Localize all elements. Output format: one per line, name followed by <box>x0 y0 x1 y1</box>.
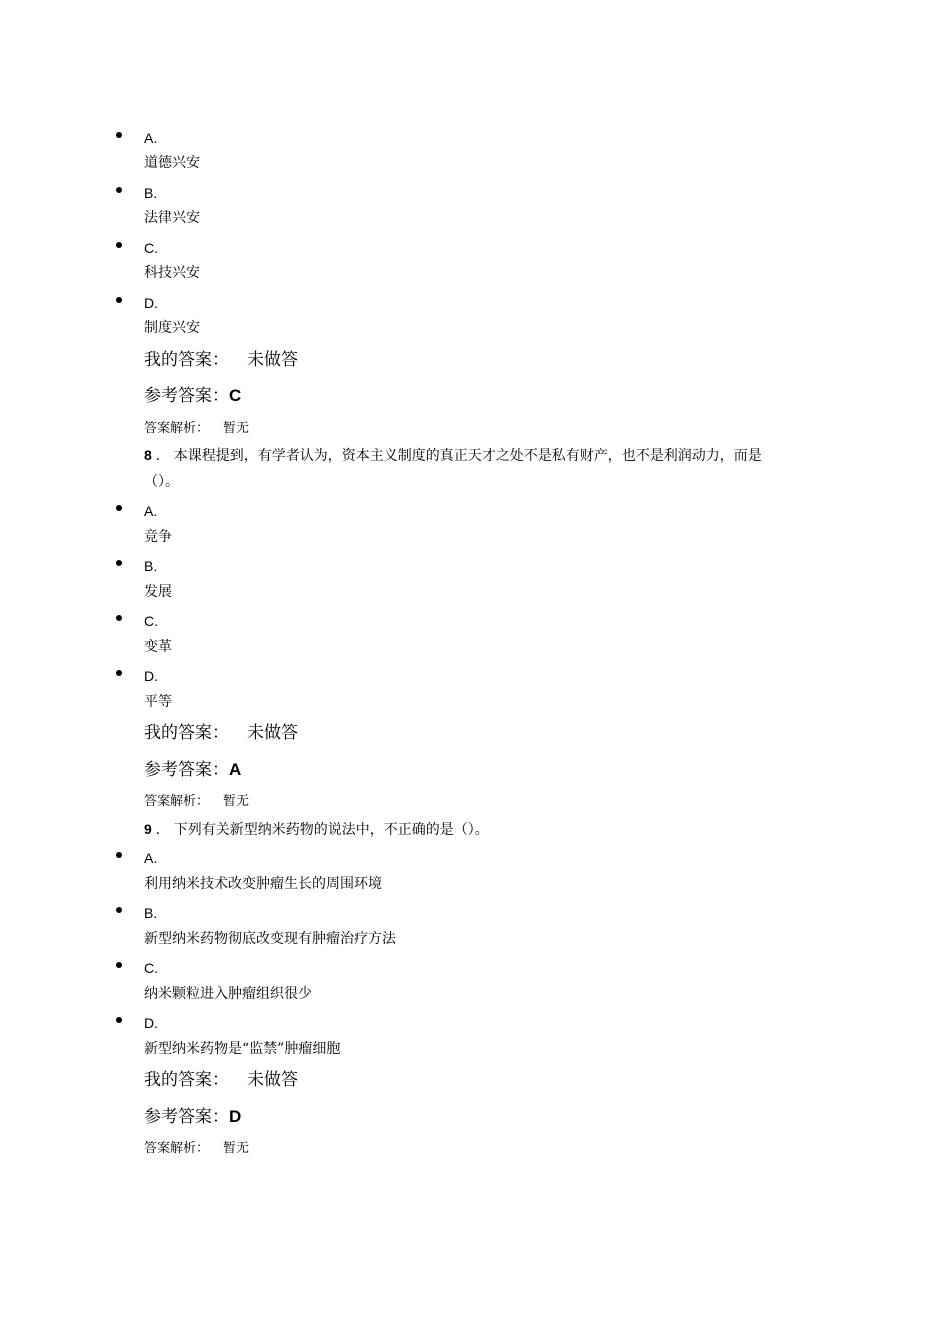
my-answer-value: 未做答 <box>247 723 298 743</box>
reference-answer-label: 参考答案： <box>144 760 229 780</box>
option-letter: A. <box>144 850 158 866</box>
explanation-value: 暂无 <box>223 794 250 809</box>
option-text: 利用纳米技术改变肿瘤生长的周围环境 <box>144 876 382 892</box>
reference-answer <box>144 760 241 780</box>
answer-explanation <box>144 1141 249 1157</box>
bullet-icon <box>116 297 122 303</box>
question-number: 8 <box>144 447 152 463</box>
question-9-text <box>144 820 489 839</box>
my-answer-label: 我的答案： <box>144 723 229 743</box>
bullet-icon <box>116 505 122 511</box>
bullet-icon <box>116 907 122 913</box>
my-answer-label: 我的答案： <box>144 1070 229 1090</box>
my-answer <box>144 1070 298 1090</box>
bullet-icon <box>116 1017 122 1023</box>
bullet-icon <box>116 132 122 138</box>
answer-explanation <box>144 794 249 810</box>
explanation-value: 暂无 <box>223 1141 250 1156</box>
option-letter: B. <box>144 185 158 201</box>
my-answer-value: 未做答 <box>247 350 298 370</box>
question-number-dot: . <box>155 448 161 464</box>
explanation-value: 暂无 <box>223 421 250 436</box>
option-text: 新型纳米药物是“监禁”肿瘤细胞 <box>144 1041 341 1057</box>
option-text: 竞争 <box>144 529 172 545</box>
bullet-icon <box>116 560 122 566</box>
option-text: 变革 <box>144 639 172 655</box>
reference-answer-value: A <box>229 760 242 779</box>
reference-answer-value: D <box>229 1107 242 1126</box>
reference-answer-value: C <box>229 386 242 405</box>
option-letter: D. <box>144 668 158 684</box>
reference-answer-label: 参考答案： <box>144 1107 229 1127</box>
option-letter: B. <box>144 905 158 921</box>
question-text-line1: 下列有关新型纳米药物的说法中，不正确的是（）。 <box>173 822 489 838</box>
bullet-icon <box>116 852 122 858</box>
option-text: 道德兴安 <box>144 155 200 171</box>
question-number-dot: . <box>155 822 161 838</box>
bullet-icon <box>116 187 122 193</box>
question-text-line1: 本课程提到，有学者认为，资本主义制度的真正天才之处不是私有财产，也不是利润动力，而是 <box>173 448 762 464</box>
option-text: 新型纳米药物彻底改变现有肿瘤治疗方法 <box>144 931 396 947</box>
option-text: 平等 <box>144 694 172 710</box>
option-text: 科技兴安 <box>144 265 200 281</box>
option-text: 法律兴安 <box>144 210 200 226</box>
explanation-label: 答案解析： <box>144 794 210 809</box>
option-text: 制度兴安 <box>144 320 200 336</box>
option-letter: D. <box>144 1015 158 1031</box>
my-answer-label: 我的答案： <box>144 350 229 370</box>
option-letter: C. <box>144 240 158 256</box>
answer-explanation <box>144 421 249 437</box>
my-answer-value: 未做答 <box>247 1070 298 1090</box>
option-letter: C. <box>144 613 158 629</box>
my-answer <box>144 723 298 743</box>
option-letter: D. <box>144 295 158 311</box>
reference-answer-label: 参考答案： <box>144 386 229 406</box>
option-text: 发展 <box>144 584 172 600</box>
explanation-label: 答案解析： <box>144 421 210 436</box>
option-letter: A. <box>144 503 158 519</box>
bullet-icon <box>116 670 122 676</box>
option-letter: C. <box>144 960 158 976</box>
option-letter: A. <box>144 130 158 146</box>
reference-answer <box>144 1107 241 1127</box>
bullet-icon <box>116 242 122 248</box>
option-text: 纳米颗粒进入肿瘤组织很少 <box>144 986 312 1002</box>
option-letter: B. <box>144 558 158 574</box>
explanation-label: 答案解析： <box>144 1141 210 1156</box>
question-8-text <box>144 446 762 465</box>
reference-answer <box>144 386 241 406</box>
question-number: 9 <box>144 821 152 837</box>
bullet-icon <box>116 615 122 621</box>
bullet-icon <box>116 962 122 968</box>
my-answer <box>144 350 298 370</box>
question-text-line2: （）。 <box>144 474 179 490</box>
